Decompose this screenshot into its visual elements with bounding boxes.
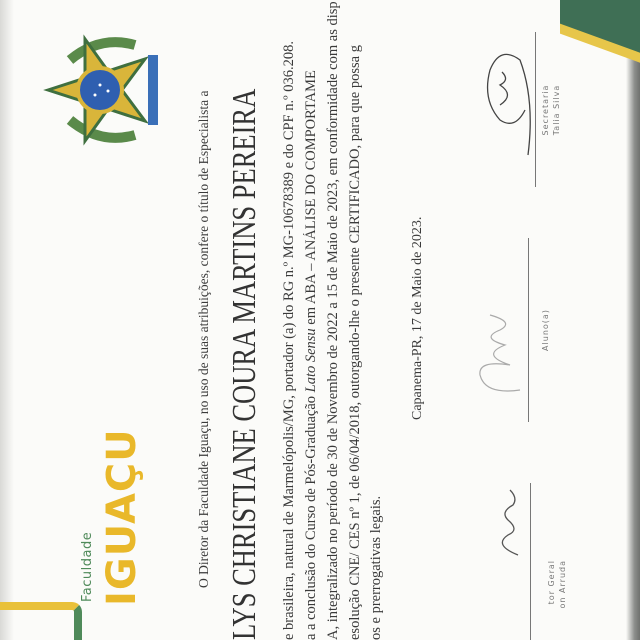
body-text: a a conclusão do Curso de Pós-Graduação [303, 392, 319, 640]
student-role: Aluno(a) [541, 309, 550, 351]
logo-mark [0, 602, 82, 640]
director-name: on Arruda [558, 560, 567, 609]
secretary-signature-line [535, 32, 536, 187]
paper-shadow-edge [0, 0, 14, 640]
paper-shadow-edge [626, 0, 640, 640]
student-signature [470, 310, 530, 400]
body-line: os e prerrogativas legais. [368, 495, 384, 640]
body-line: A, integralizado no período de 30 de Novembro de 2022 a 15 de Maio de 2023, em conformidade com as disp [325, 1, 341, 640]
secretary-signature [480, 40, 535, 160]
certificate-intro: O Diretor da Faculdade Iguaçu, no uso de suas atribuições, confere o título de Especialista a [196, 90, 211, 588]
recipient-name: LYS CHRISTIANE COURA MARTINS PEREIRA [226, 88, 263, 640]
body-text-italic: Lato Sensu [303, 328, 319, 393]
body-text: em ABA – ANÁLISE DO COMPORTAME [303, 70, 319, 329]
secretary-name: Talia Silva [552, 84, 561, 136]
body-line: esolução CNE/ CES nº 1, de 06/04/2018, outorgando-lhe o presente CERTIFICADO, para que possa g [347, 45, 363, 640]
student-signature-line [528, 238, 529, 422]
secretary-role: Secretaria [541, 84, 550, 136]
logo-text-small: Faculdade [80, 531, 95, 602]
body-line: e brasileira, natural de Marmelópolis/MG, portador (a) do RG n.º MG-10678389 e do CPF n.º 036.208. [281, 41, 297, 640]
brazil-coat-of-arms-icon [40, 25, 170, 155]
body-line [303, 0, 320, 640]
logo-text-large: IGUAÇU [99, 428, 145, 606]
place-and-date: Capanema-PR, 17 de Maio de 2023. [410, 216, 425, 420]
director-role: tor Geral [547, 560, 556, 605]
director-signature [488, 480, 528, 560]
director-signature-line [530, 483, 531, 640]
